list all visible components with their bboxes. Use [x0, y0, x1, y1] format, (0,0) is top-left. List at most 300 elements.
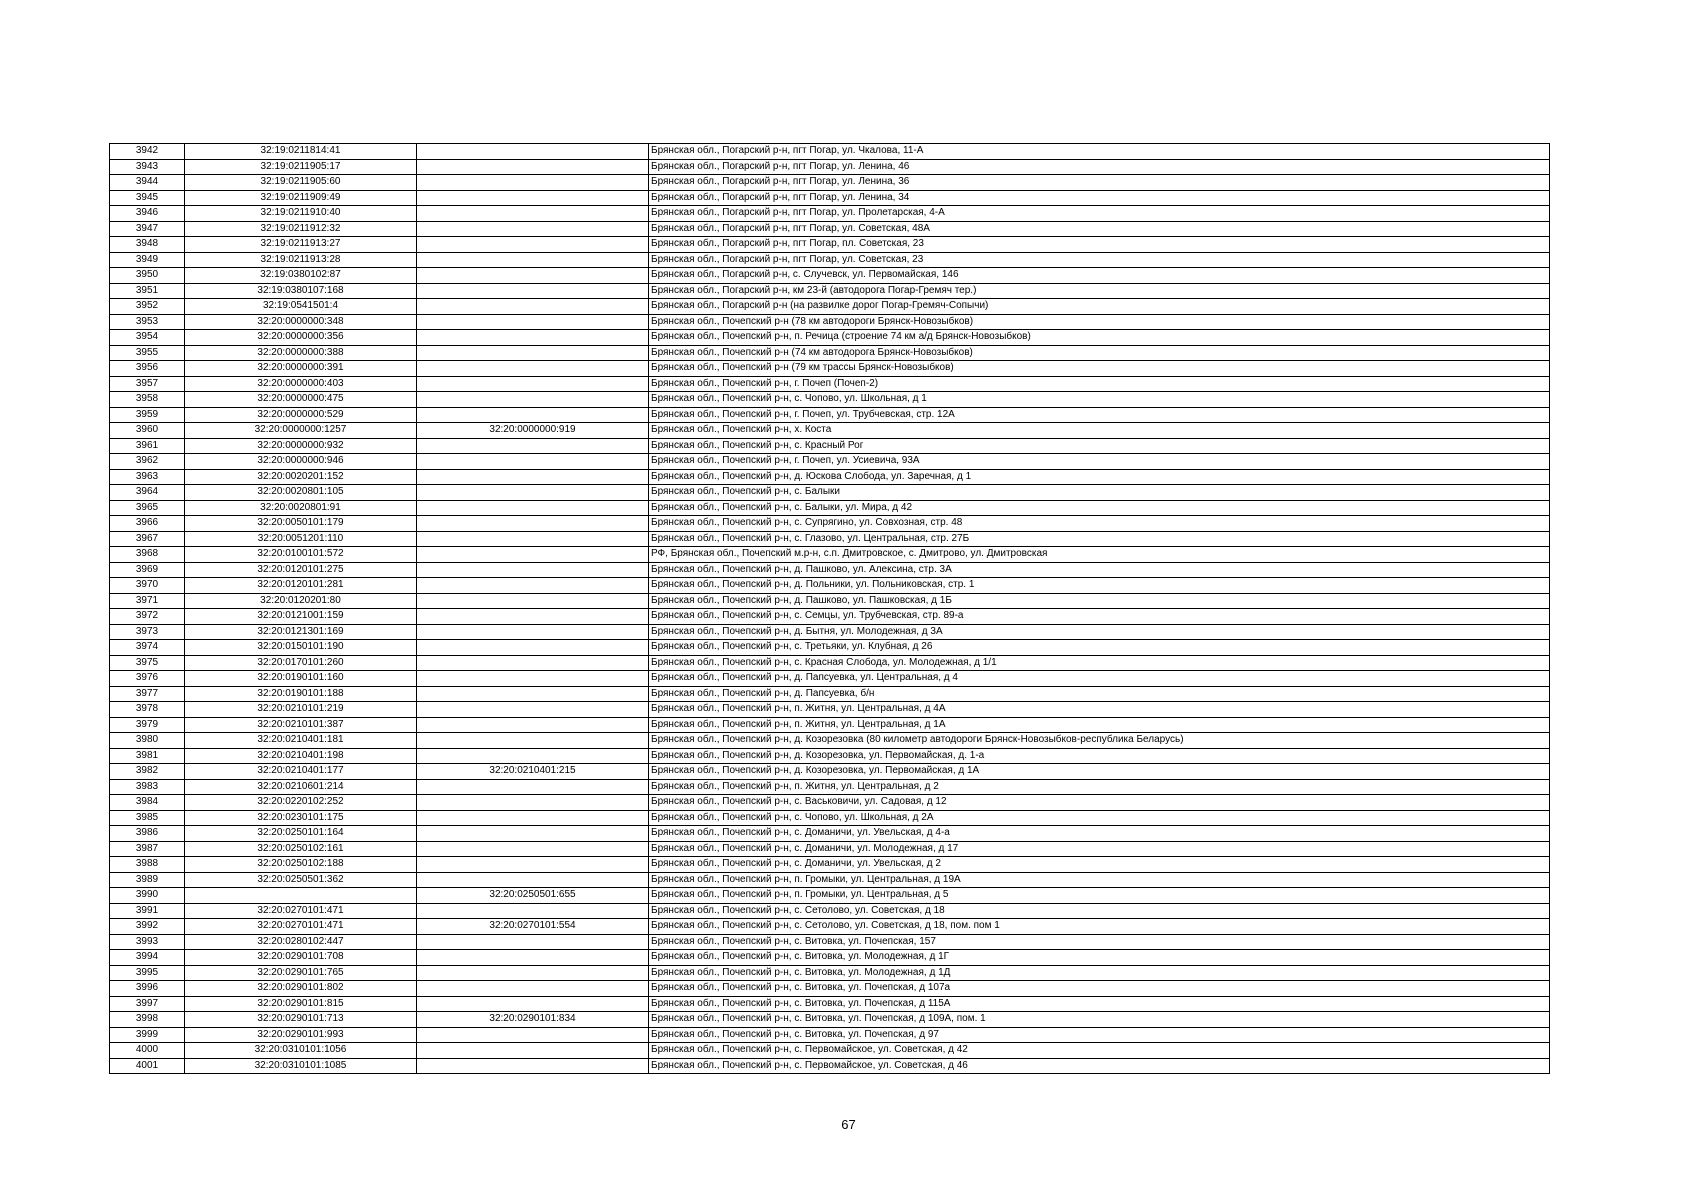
table-row — [110, 423, 1550, 439]
cadastral-number-cell: 32:20:0120101:275 — [185, 562, 417, 578]
page-number: 67 — [841, 1117, 856, 1132]
table-row — [110, 299, 1550, 315]
cadastral-number-cell: 32:19:0211814:41 — [185, 144, 417, 160]
table-row — [110, 547, 1550, 563]
row-number-cell: 3994 — [110, 950, 185, 966]
address-cell: Брянская обл., Погарский р-н, пгт Погар, ул. Ленина, 36 — [649, 175, 1550, 191]
row-number-cell: 3980 — [110, 733, 185, 749]
previous-cadastral-number-cell — [417, 237, 649, 253]
table-row — [110, 206, 1550, 222]
row-number-cell: 3999 — [110, 1027, 185, 1043]
address-cell: Брянская обл., Почепский р-н, с. Васьковичи, ул. Садовая, д 12 — [649, 795, 1550, 811]
cadastral-number-cell: 32:20:0230101:175 — [185, 810, 417, 826]
previous-cadastral-number-cell — [417, 981, 649, 997]
previous-cadastral-number-cell — [417, 516, 649, 532]
cadastral-number-cell: 32:20:0000000:475 — [185, 392, 417, 408]
row-number-cell: 3949 — [110, 252, 185, 268]
address-cell: Брянская обл., Погарский р-н, км 23-й (автодорога Погар-Гремяч тер.) — [649, 283, 1550, 299]
address-cell: Брянская обл., Почепский р-н, п. Громыки, ул. Центральная, д 5 — [649, 888, 1550, 904]
cadastral-number-cell: 32:19:0211912:32 — [185, 221, 417, 237]
previous-cadastral-number-cell — [417, 748, 649, 764]
row-number-cell: 3965 — [110, 500, 185, 516]
row-number-cell: 4001 — [110, 1058, 185, 1074]
table-row — [110, 175, 1550, 191]
previous-cadastral-number-cell — [417, 469, 649, 485]
cadastral-number-cell: 32:20:0051201:110 — [185, 531, 417, 547]
cadastral-number-cell: 32:20:0000000:1257 — [185, 423, 417, 439]
cadastral-number-cell: 32:20:0170101:260 — [185, 655, 417, 671]
cadastral-number-cell: 32:20:0220102:252 — [185, 795, 417, 811]
previous-cadastral-number-cell — [417, 609, 649, 625]
previous-cadastral-number-cell — [417, 950, 649, 966]
address-cell: Брянская обл., Почепский р-н, с. Глазово, ул. Центральная, стр. 27Б — [649, 531, 1550, 547]
table-row — [110, 485, 1550, 501]
row-number-cell: 3972 — [110, 609, 185, 625]
cadastral-number-cell: 32:20:0250501:362 — [185, 872, 417, 888]
address-cell: Брянская обл., Погарский р-н, пгт Погар, ул. Пролетарская, 4-А — [649, 206, 1550, 222]
address-cell: Брянская обл., Почепский р-н, с. Семцы, ул. Трубчевская, стр. 89-а — [649, 609, 1550, 625]
row-number-cell: 3952 — [110, 299, 185, 315]
table-row — [110, 330, 1550, 346]
address-cell: Брянская обл., Почепский р-н, д. Козорезовка, ул. Первомайская, д 1А — [649, 764, 1550, 780]
table-row — [110, 392, 1550, 408]
previous-cadastral-number-cell — [417, 330, 649, 346]
table-row — [110, 144, 1550, 160]
previous-cadastral-number-cell — [417, 361, 649, 377]
row-number-cell: 3984 — [110, 795, 185, 811]
cadastral-number-cell: 32:20:0000000:348 — [185, 314, 417, 330]
table-row — [110, 888, 1550, 904]
table-row — [110, 934, 1550, 950]
previous-cadastral-number-cell — [417, 376, 649, 392]
table-row — [110, 190, 1550, 206]
previous-cadastral-number-cell — [417, 903, 649, 919]
row-number-cell: 3977 — [110, 686, 185, 702]
cadastral-number-cell: 32:20:0150101:190 — [185, 640, 417, 656]
address-cell: Брянская обл., Почепский р-н (74 км автодорога Брянск-Новозыбков) — [649, 345, 1550, 361]
address-cell: Брянская обл., Почепский р-н, с. Красная Слобода, ул. Молодежная, д 1/1 — [649, 655, 1550, 671]
registry-sheet — [109, 143, 1549, 1074]
previous-cadastral-number-cell — [417, 206, 649, 222]
row-number-cell: 3957 — [110, 376, 185, 392]
cadastral-number-cell: 32:20:0000000:946 — [185, 454, 417, 470]
row-number-cell: 3981 — [110, 748, 185, 764]
row-number-cell: 3995 — [110, 965, 185, 981]
table-row — [110, 1012, 1550, 1028]
address-cell: Брянская обл., Почепский р-н, с. Сетолово, ул. Советская, д 18, пом. пом 1 — [649, 919, 1550, 935]
table-row — [110, 826, 1550, 842]
row-number-cell: 3974 — [110, 640, 185, 656]
previous-cadastral-number-cell — [417, 841, 649, 857]
address-cell: Брянская обл., Почепский р-н, д. Козорезовка, ул. Первомайская, д. 1-а — [649, 748, 1550, 764]
cadastral-number-cell: 32:19:0211905:60 — [185, 175, 417, 191]
registry-table-body — [110, 144, 1550, 1074]
table-row — [110, 857, 1550, 873]
previous-cadastral-number-cell: 32:20:0270101:554 — [417, 919, 649, 935]
table-row — [110, 717, 1550, 733]
row-number-cell: 3958 — [110, 392, 185, 408]
row-number-cell: 3943 — [110, 159, 185, 175]
row-number-cell: 3962 — [110, 454, 185, 470]
table-row — [110, 686, 1550, 702]
previous-cadastral-number-cell — [417, 965, 649, 981]
previous-cadastral-number-cell — [417, 1058, 649, 1074]
row-number-cell: 4000 — [110, 1043, 185, 1059]
address-cell: Брянская обл., Почепский р-н, х. Коста — [649, 423, 1550, 439]
row-number-cell: 3963 — [110, 469, 185, 485]
table-row — [110, 671, 1550, 687]
row-number-cell: 3985 — [110, 810, 185, 826]
previous-cadastral-number-cell — [417, 826, 649, 842]
table-row — [110, 376, 1550, 392]
table-row — [110, 454, 1550, 470]
cadastral-number-cell: 32:20:0020801:105 — [185, 485, 417, 501]
address-cell: Брянская обл., Почепский р-н, д. Польники, ул. Польниковская, стр. 1 — [649, 578, 1550, 594]
table-row — [110, 965, 1550, 981]
previous-cadastral-number-cell — [417, 934, 649, 950]
previous-cadastral-number-cell — [417, 1027, 649, 1043]
address-cell: Брянская обл., Почепский р-н (78 км автодороги Брянск-Новозыбков) — [649, 314, 1550, 330]
previous-cadastral-number-cell — [417, 996, 649, 1012]
cadastral-number-cell: 32:20:0290101:708 — [185, 950, 417, 966]
table-row — [110, 624, 1550, 640]
row-number-cell: 3966 — [110, 516, 185, 532]
previous-cadastral-number-cell — [417, 857, 649, 873]
row-number-cell: 3998 — [110, 1012, 185, 1028]
address-cell: Брянская обл., Почепский р-н, с. Первомайское, ул. Советская, д 46 — [649, 1058, 1550, 1074]
cadastral-number-cell: 32:20:0250102:161 — [185, 841, 417, 857]
table-row — [110, 516, 1550, 532]
row-number-cell: 3945 — [110, 190, 185, 206]
previous-cadastral-number-cell — [417, 578, 649, 594]
row-number-cell: 3987 — [110, 841, 185, 857]
previous-cadastral-number-cell — [417, 454, 649, 470]
previous-cadastral-number-cell: 32:20:0250501:655 — [417, 888, 649, 904]
cadastral-number-cell: 32:20:0210601:214 — [185, 779, 417, 795]
previous-cadastral-number-cell — [417, 268, 649, 284]
row-number-cell: 3982 — [110, 764, 185, 780]
cadastral-number-cell: 32:20:0250101:164 — [185, 826, 417, 842]
address-cell: Брянская обл., Почепский р-н, д. Папсуевка, ул. Центральная, д 4 — [649, 671, 1550, 687]
cadastral-number-cell: 32:20:0000000:529 — [185, 407, 417, 423]
row-number-cell: 3960 — [110, 423, 185, 439]
table-row — [110, 810, 1550, 826]
address-cell: Брянская обл., Погарский р-н, пгт Погар, пл. Советская, 23 — [649, 237, 1550, 253]
table-row — [110, 609, 1550, 625]
previous-cadastral-number-cell — [417, 733, 649, 749]
previous-cadastral-number-cell — [417, 314, 649, 330]
previous-cadastral-number-cell — [417, 438, 649, 454]
previous-cadastral-number-cell — [417, 299, 649, 315]
previous-cadastral-number-cell — [417, 779, 649, 795]
previous-cadastral-number-cell — [417, 562, 649, 578]
cadastral-number-cell: 32:20:0210101:387 — [185, 717, 417, 733]
address-cell: Брянская обл., Почепский р-н, п. Житня, ул. Центральная, д 1А — [649, 717, 1550, 733]
row-number-cell: 3964 — [110, 485, 185, 501]
previous-cadastral-number-cell — [417, 872, 649, 888]
address-cell: Брянская обл., Почепский р-н, д. Папсуевка, б/н — [649, 686, 1550, 702]
table-row — [110, 283, 1550, 299]
previous-cadastral-number-cell — [417, 407, 649, 423]
cadastral-number-cell: 32:20:0120101:281 — [185, 578, 417, 594]
table-row — [110, 748, 1550, 764]
cadastral-number-cell: 32:20:0000000:388 — [185, 345, 417, 361]
cadastral-number-cell: 32:20:0290101:802 — [185, 981, 417, 997]
address-cell: Брянская обл., Почепский р-н, с. Витовка, ул. Почепская, д 107а — [649, 981, 1550, 997]
table-row — [110, 702, 1550, 718]
row-number-cell: 3997 — [110, 996, 185, 1012]
row-number-cell: 3956 — [110, 361, 185, 377]
address-cell: Брянская обл., Почепский р-н, п. Речица (строение 74 км а/д Брянск-Новозыбков) — [649, 330, 1550, 346]
table-row — [110, 919, 1550, 935]
address-cell: Брянская обл., Почепский р-н, с. Балыки, ул. Мира, д 42 — [649, 500, 1550, 516]
table-row — [110, 872, 1550, 888]
address-cell: Брянская обл., Почепский р-н, д. Юскова Слобода, ул. Заречная, д 1 — [649, 469, 1550, 485]
previous-cadastral-number-cell — [417, 283, 649, 299]
address-cell: Брянская обл., Почепский р-н, п. Житня, ул. Центральная, д 4А — [649, 702, 1550, 718]
address-cell: Брянская обл., Почепский р-н, с. Витовка, ул. Молодежная, д 1Д — [649, 965, 1550, 981]
address-cell: Брянская обл., Почепский р-н, г. Почеп, ул. Усиевича, 93А — [649, 454, 1550, 470]
address-cell: Брянская обл., Почепский р-н, д. Пашково, ул. Пашковская, д 1Б — [649, 593, 1550, 609]
row-number-cell: 3961 — [110, 438, 185, 454]
table-row — [110, 996, 1550, 1012]
previous-cadastral-number-cell — [417, 810, 649, 826]
row-number-cell: 3953 — [110, 314, 185, 330]
address-cell: Брянская обл., Почепский р-н, с. Супрягино, ул. Совхозная, стр. 48 — [649, 516, 1550, 532]
cadastral-number-cell: 32:20:0250102:188 — [185, 857, 417, 873]
cadastral-number-cell: 32:20:0000000:391 — [185, 361, 417, 377]
cadastral-number-cell: 32:19:0211910:40 — [185, 206, 417, 222]
table-row — [110, 779, 1550, 795]
table-row — [110, 500, 1550, 516]
cadastral-number-cell: 32:20:0270101:471 — [185, 919, 417, 935]
address-cell: Брянская обл., Погарский р-н, с. Случевск, ул. Первомайская, 146 — [649, 268, 1550, 284]
address-cell: Брянская обл., Почепский р-н (79 км трассы Брянск-Новозыбков) — [649, 361, 1550, 377]
row-number-cell: 3973 — [110, 624, 185, 640]
row-number-cell: 3975 — [110, 655, 185, 671]
table-row — [110, 655, 1550, 671]
address-cell: Брянская обл., Почепский р-н, п. Житня, ул. Центральная, д 2 — [649, 779, 1550, 795]
previous-cadastral-number-cell: 32:20:0000000:919 — [417, 423, 649, 439]
previous-cadastral-number-cell — [417, 485, 649, 501]
address-cell: Брянская обл., Погарский р-н, пгт Погар, ул. Ленина, 46 — [649, 159, 1550, 175]
row-number-cell: 3947 — [110, 221, 185, 237]
address-cell: Брянская обл., Почепский р-н, с. Доманичи, ул. Увельская, д 4-а — [649, 826, 1550, 842]
row-number-cell: 3983 — [110, 779, 185, 795]
cadastral-number-cell: 32:19:0211913:27 — [185, 237, 417, 253]
previous-cadastral-number-cell — [417, 624, 649, 640]
address-cell: Брянская обл., Почепский р-н, п. Громыки, ул. Центральная, д 19А — [649, 872, 1550, 888]
table-row — [110, 764, 1550, 780]
address-cell: Брянская обл., Почепский р-н, с. Третьяки, ул. Клубная, д 26 — [649, 640, 1550, 656]
address-cell: Брянская обл., Почепский р-н, с. Витовка, ул. Молодежная, д 1Г — [649, 950, 1550, 966]
cadastral-number-cell: 32:19:0211905:17 — [185, 159, 417, 175]
cadastral-number-cell: 32:20:0121301:169 — [185, 624, 417, 640]
row-number-cell: 3996 — [110, 981, 185, 997]
cadastral-number-cell: 32:20:0020201:152 — [185, 469, 417, 485]
address-cell: Брянская обл., Почепский р-н, с. Балыки — [649, 485, 1550, 501]
row-number-cell: 3988 — [110, 857, 185, 873]
table-row — [110, 361, 1550, 377]
row-number-cell: 3955 — [110, 345, 185, 361]
row-number-cell: 3946 — [110, 206, 185, 222]
cadastral-number-cell: 32:20:0020801:91 — [185, 500, 417, 516]
cadastral-number-cell: 32:20:0210401:177 — [185, 764, 417, 780]
address-cell: Брянская обл., Почепский р-н, с. Доманичи, ул. Молодежная, д 17 — [649, 841, 1550, 857]
previous-cadastral-number-cell — [417, 190, 649, 206]
previous-cadastral-number-cell — [417, 175, 649, 191]
address-cell: Брянская обл., Почепский р-н, с. Витовка, ул. Почепская, д 109А, пом. 1 — [649, 1012, 1550, 1028]
address-cell: Брянская обл., Погарский р-н, пгт Погар, ул. Ленина, 34 — [649, 190, 1550, 206]
previous-cadastral-number-cell — [417, 1043, 649, 1059]
table-row — [110, 252, 1550, 268]
address-cell: Брянская обл., Погарский р-н, пгт Погар, ул. Советская, 48А — [649, 221, 1550, 237]
cadastral-number-cell: 32:20:0310101:1085 — [185, 1058, 417, 1074]
table-row — [110, 531, 1550, 547]
row-number-cell: 3976 — [110, 671, 185, 687]
cadastral-number-cell: 32:20:0280102:447 — [185, 934, 417, 950]
previous-cadastral-number-cell — [417, 531, 649, 547]
cadastral-number-cell: 32:19:0541501:4 — [185, 299, 417, 315]
row-number-cell: 3948 — [110, 237, 185, 253]
address-cell: Брянская обл., Погарский р-н, пгт Погар, ул. Чкалова, 11-А — [649, 144, 1550, 160]
address-cell: Брянская обл., Почепский р-н, г. Почеп (Почеп-2) — [649, 376, 1550, 392]
row-number-cell: 3978 — [110, 702, 185, 718]
cadastral-number-cell: 32:20:0290101:815 — [185, 996, 417, 1012]
address-cell: Брянская обл., Почепский р-н, г. Почеп, ул. Трубчевская, стр. 12А — [649, 407, 1550, 423]
cadastral-number-cell: 32:20:0120201:80 — [185, 593, 417, 609]
previous-cadastral-number-cell — [417, 655, 649, 671]
cadastral-number-cell: 32:20:0290101:765 — [185, 965, 417, 981]
address-cell: Брянская обл., Погарский р-н, пгт Погар, ул. Советская, 23 — [649, 252, 1550, 268]
address-cell: Брянская обл., Почепский р-н, д. Пашково, ул. Алексина, стр. 3А — [649, 562, 1550, 578]
previous-cadastral-number-cell — [417, 345, 649, 361]
previous-cadastral-number-cell — [417, 702, 649, 718]
cadastral-number-cell: 32:20:0100101:572 — [185, 547, 417, 563]
cadastral-number-cell: 32:20:0121001:159 — [185, 609, 417, 625]
address-cell: Брянская обл., Почепский р-н, с. Чопово, ул. Школьная, д 1 — [649, 392, 1550, 408]
table-row — [110, 593, 1550, 609]
cadastral-number-cell: 32:19:0380102:87 — [185, 268, 417, 284]
address-cell: Брянская обл., Почепский р-н, с. Витовка, ул. Почепская, д 115А — [649, 996, 1550, 1012]
cadastral-number-cell: 32:20:0000000:356 — [185, 330, 417, 346]
table-row — [110, 795, 1550, 811]
cadastral-number-cell: 32:20:0210401:181 — [185, 733, 417, 749]
cadastral-number-cell: 32:20:0190101:188 — [185, 686, 417, 702]
table-row — [110, 733, 1550, 749]
table-row — [110, 1027, 1550, 1043]
row-number-cell: 3993 — [110, 934, 185, 950]
table-row — [110, 950, 1550, 966]
row-number-cell: 3971 — [110, 593, 185, 609]
previous-cadastral-number-cell — [417, 392, 649, 408]
address-cell: Брянская обл., Почепский р-н, с. Чопово, ул. Школьная, д 2А — [649, 810, 1550, 826]
table-row — [110, 578, 1550, 594]
table-row — [110, 469, 1550, 485]
cadastral-number-cell: 32:19:0211909:49 — [185, 190, 417, 206]
row-number-cell: 3950 — [110, 268, 185, 284]
previous-cadastral-number-cell — [417, 593, 649, 609]
address-cell: Брянская обл., Почепский р-н, с. Витовка, ул. Почепская, 157 — [649, 934, 1550, 950]
table-row — [110, 159, 1550, 175]
address-cell: Брянская обл., Почепский р-н, с. Сетолово, ул. Советская, д 18 — [649, 903, 1550, 919]
row-number-cell: 3969 — [110, 562, 185, 578]
previous-cadastral-number-cell — [417, 144, 649, 160]
row-number-cell: 3942 — [110, 144, 185, 160]
previous-cadastral-number-cell — [417, 500, 649, 516]
row-number-cell: 3951 — [110, 283, 185, 299]
cadastral-number-cell: 32:20:0210401:198 — [185, 748, 417, 764]
address-cell: Брянская обл., Почепский р-н, д. Бытня, ул. Молодежная, д 3А — [649, 624, 1550, 640]
table-row — [110, 903, 1550, 919]
cadastral-number-cell: 32:20:0210101:219 — [185, 702, 417, 718]
table-row — [110, 841, 1550, 857]
cadastral-number-cell: 32:20:0290101:993 — [185, 1027, 417, 1043]
address-cell: Брянская обл., Почепский р-н, с. Первомайское, ул. Советская, д 42 — [649, 1043, 1550, 1059]
row-number-cell: 3954 — [110, 330, 185, 346]
cadastral-number-cell — [185, 888, 417, 904]
table-row — [110, 268, 1550, 284]
table-row — [110, 1058, 1550, 1074]
previous-cadastral-number-cell: 32:20:0210401:215 — [417, 764, 649, 780]
table-row — [110, 562, 1550, 578]
row-number-cell: 3989 — [110, 872, 185, 888]
previous-cadastral-number-cell: 32:20:0290101:834 — [417, 1012, 649, 1028]
row-number-cell: 3959 — [110, 407, 185, 423]
previous-cadastral-number-cell — [417, 159, 649, 175]
previous-cadastral-number-cell — [417, 252, 649, 268]
row-number-cell: 3979 — [110, 717, 185, 733]
table-row — [110, 221, 1550, 237]
table-row — [110, 407, 1550, 423]
row-number-cell: 3944 — [110, 175, 185, 191]
table-row — [110, 237, 1550, 253]
table-row — [110, 640, 1550, 656]
previous-cadastral-number-cell — [417, 547, 649, 563]
row-number-cell: 3986 — [110, 826, 185, 842]
cadastral-number-cell: 32:20:0270101:471 — [185, 903, 417, 919]
previous-cadastral-number-cell — [417, 671, 649, 687]
cadastral-number-cell: 32:19:0211913:28 — [185, 252, 417, 268]
cadastral-number-cell: 32:20:0000000:932 — [185, 438, 417, 454]
cadastral-number-cell: 32:20:0310101:1056 — [185, 1043, 417, 1059]
table-row — [110, 1043, 1550, 1059]
row-number-cell: 3967 — [110, 531, 185, 547]
previous-cadastral-number-cell — [417, 686, 649, 702]
cadastral-number-cell: 32:19:0380107:168 — [185, 283, 417, 299]
table-row — [110, 314, 1550, 330]
address-cell: Брянская обл., Погарский р-н (на развилке дорог Погар-Гремяч-Сопычи) — [649, 299, 1550, 315]
row-number-cell: 3990 — [110, 888, 185, 904]
cadastral-number-cell: 32:20:0000000:403 — [185, 376, 417, 392]
registry-table — [109, 143, 1550, 1074]
previous-cadastral-number-cell — [417, 717, 649, 733]
previous-cadastral-number-cell — [417, 640, 649, 656]
address-cell: РФ, Брянская обл., Почепский м.р-н, с.п. Дмитровское, с. Дмитрово, ул. Дмитровская — [649, 547, 1550, 563]
cadastral-number-cell: 32:20:0190101:160 — [185, 671, 417, 687]
address-cell: Брянская обл., Почепский р-н, с. Витовка, ул. Почепская, д 97 — [649, 1027, 1550, 1043]
row-number-cell: 3970 — [110, 578, 185, 594]
cadastral-number-cell: 32:20:0050101:179 — [185, 516, 417, 532]
address-cell: Брянская обл., Почепский р-н, с. Доманичи, ул. Увельская, д 2 — [649, 857, 1550, 873]
row-number-cell: 3991 — [110, 903, 185, 919]
previous-cadastral-number-cell — [417, 221, 649, 237]
table-row — [110, 438, 1550, 454]
table-row — [110, 981, 1550, 997]
address-cell: Брянская обл., Почепский р-н, д. Козорезовка (80 километр автодороги Брянск-Новозыбков-республика Беларусь) — [649, 733, 1550, 749]
row-number-cell: 3968 — [110, 547, 185, 563]
address-cell: Брянская обл., Почепский р-н, с. Красный Рог — [649, 438, 1550, 454]
